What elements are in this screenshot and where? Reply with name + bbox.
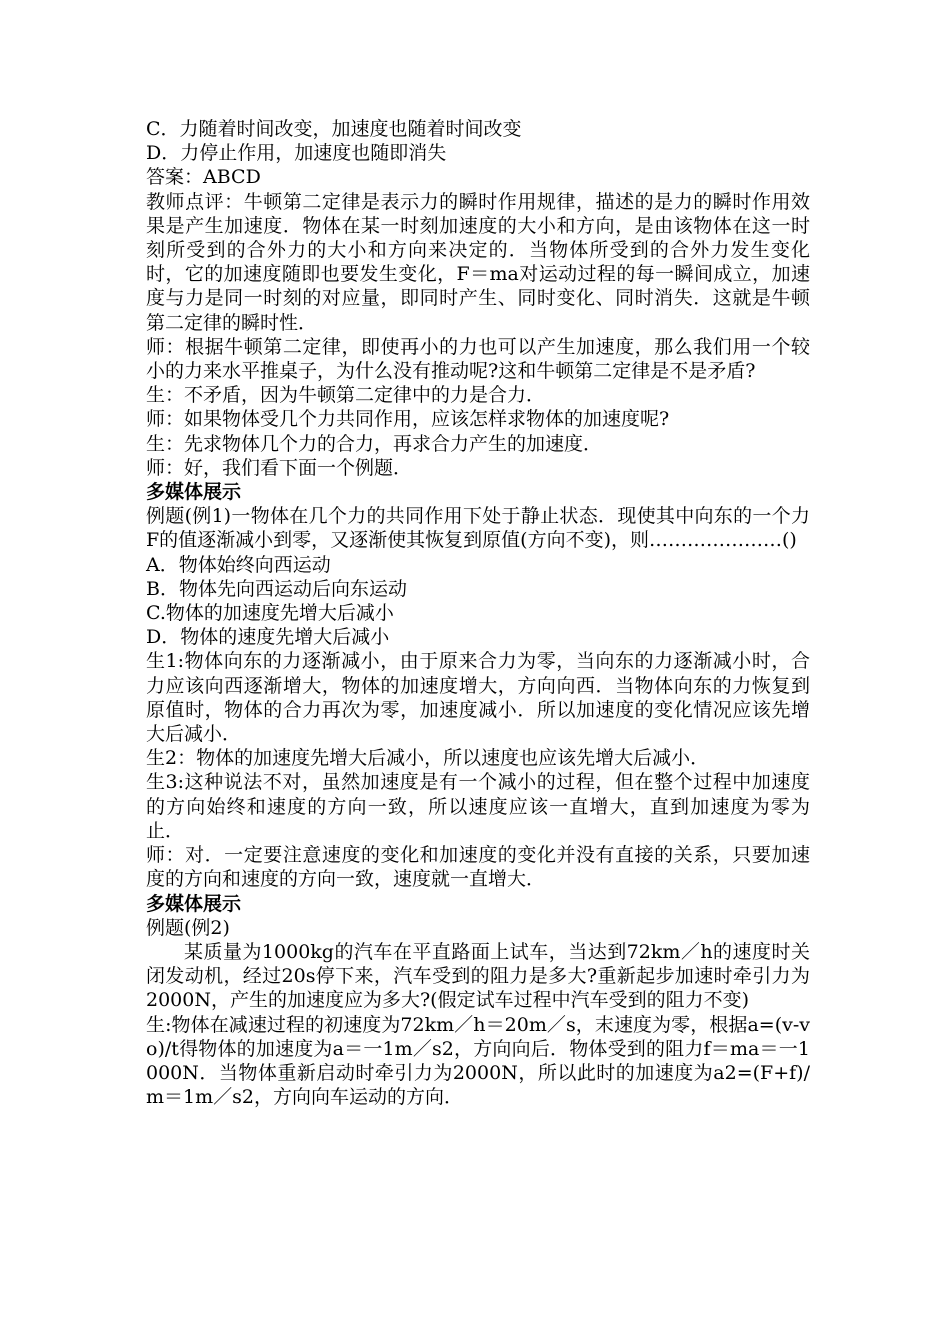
teacher-comment: 教师点评：牛顿第二定律是表示力的瞬时作用规律，描述的是力的瞬时作用效果是产生加速度．物体在某一时刻加速度的大小和方向，是由该物体在这一时刻所受到的合外力的大小和方向来决定的．当物体所受到的合外力发生变化时，它的加速度随即也要发生变化，F＝ma对运动过程的每一瞬间成立，加速度与力是同一时刻的对应量，即同时产生、同时变化、同时消失．这就是牛顿第二定律的瞬时性． (146, 190, 810, 334)
example-1-option-a: A．物体始终向西运动 (146, 553, 331, 576)
teacher-conclusion: 师：对．一定要注意速度的变化和加速度的变化并没有直接的关系，只要加速度的方向和速度的方向一致，速度就一直增大． (146, 844, 810, 891)
teacher-question-2: 师：如果物体受几个力共同作用，应该怎样求物体的加速度呢? (146, 408, 670, 431)
student-answer-2: 生：先求物体几个力的合力，再求合力产生的加速度． (146, 432, 603, 455)
student-2-answer: 生2：物体的加速度先增大后减小，所以速度也应该先增大后减小． (146, 747, 710, 770)
example-1-option-b: B．物体先向西运动后向东运动 (146, 577, 407, 600)
example-2-label: 例题(例2) (146, 916, 230, 939)
example-2-solution: 生:物体在减速过程的初速度为72km／h＝20m／s，末速度为零，根据a=(v-vo)/t得物体的加速度为a＝一1m／s2，方向向后．物体受到的阻力f＝ma＝一1000N．当物体重新启动时牵引力为2000N，所以此时的加速度为a2=(F+f)/m＝1m／s2，方向向车运动的方向． (146, 1013, 810, 1109)
option-c: C．力随着时间改变，加速度也随着时间改变 (146, 118, 522, 140)
section-heading-2: 多媒体展示 (146, 892, 242, 915)
example-1-option-c: C.物体的加速度先增大后减小 (146, 602, 394, 625)
answer: 答案：ABCD (146, 166, 261, 189)
example-1-question: 例题(例1)一物体在几个力的共同作用下处于静止状态．现使其中向东的一个力F的值逐渐减小到零，又逐渐使其恢复到原值(方向不变)，则…………………() (146, 505, 810, 552)
example-1-option-d: D．物体的速度先增大后减小 (146, 626, 390, 649)
document-page (146, 117, 810, 1109)
section-heading-1: 多媒体展示 (146, 481, 242, 504)
student-3-answer: 生3:这种说法不对，虽然加速度是有一个减小的过程，但在整个过程中加速度的方向始终和速度的方向一致，所以速度应该一直增大，直到加速度为零为止． (146, 771, 810, 842)
student-answer-1: 生：不矛盾，因为牛顿第二定律中的力是合力． (146, 384, 546, 407)
student-1-answer: 生1:物体向东的力逐渐减小，由于原来合力为零，当向东的力逐渐减小时，合力应该向西逐渐增大，物体的加速度增大，方向向西．当物体向东的力恢复到原值时，物体的合力再次为零，加速度减小．所以加速度的变化情况应该先增大后减小． (146, 650, 810, 746)
example-2-problem: 某质量为1000kg的汽车在平直路面上试车，当达到72km／h的速度时关闭发动机，经过20s停下来，汽车受到的阻力是多大?重新起步加速时牵引力为2000N，产生的加速度应为多大?(假定试车过程中汽车受到的阻力不变) (146, 940, 810, 1012)
teacher-line-3: 师：好，我们看下面一个例题． (146, 456, 413, 479)
teacher-question-1: 师：根据牛顿第二定律，即使再小的力也可以产生加速度，那么我们用一个较小的力来水平推桌子，为什么没有推动呢?这和牛顿第二定律是不是矛盾? (146, 335, 810, 383)
option-d: D．力停止作用，加速度也随即消失 (146, 142, 447, 165)
